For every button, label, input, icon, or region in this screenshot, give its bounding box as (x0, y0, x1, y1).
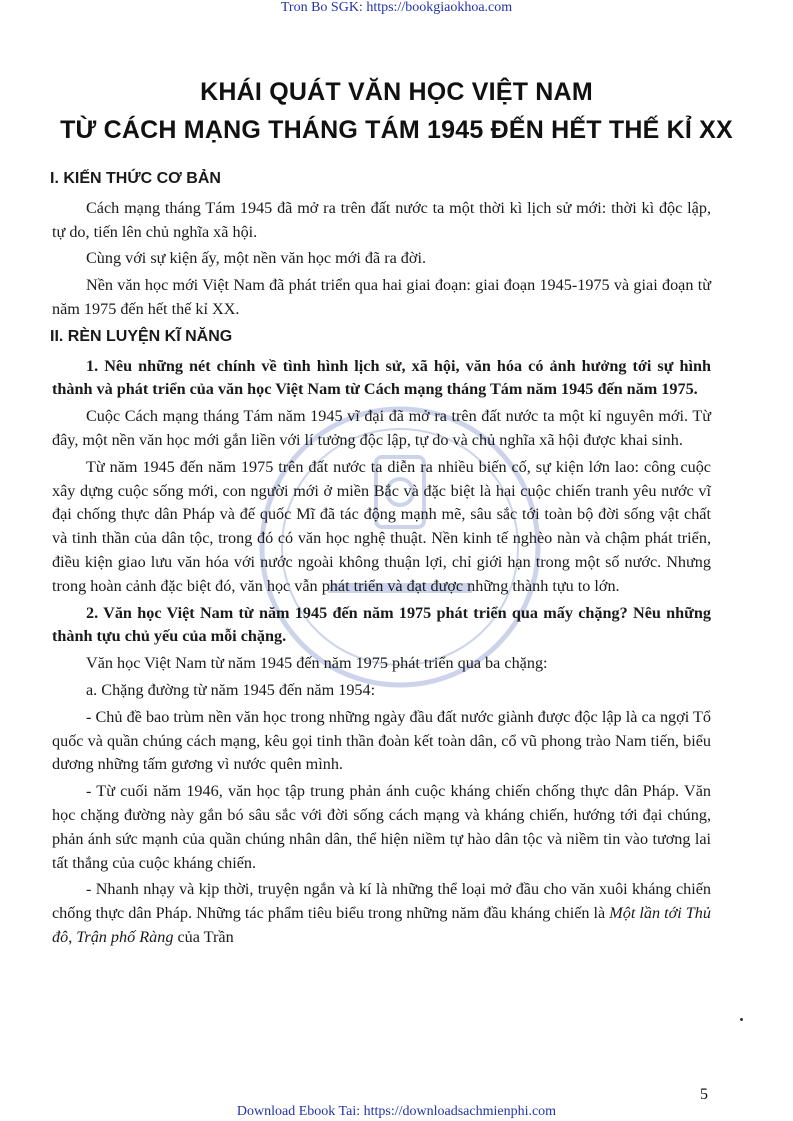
paragraph: Cách mạng tháng Tám 1945 đã mở ra trên đất nước ta một thời kì lịch sử mới: thời kì độc lập, tự do, tiến lên chủ nghĩa xã hội. (52, 198, 711, 241)
paragraph: Văn học Việt Nam từ năm 1945 đến năm 1975 phát triển qua ba chặng: (86, 654, 548, 673)
document-body (52, 165, 711, 953)
paragraph: a. Chặng đường từ năm 1945 đến năm 1954: (86, 680, 376, 699)
work-title: Trận phố Ràng (76, 927, 174, 946)
paragraph-tail: của Trần (173, 927, 234, 946)
section-heading-skills: II. RÈN LUYỆN KĨ NĂNG (50, 327, 233, 345)
paragraph: - Chủ đề bao trùm nền văn học trong những ngày đầu đất nước giành được độc lập là ca ngợi Tổ quốc và quần chúng cách mạng, kêu gọi tinh thần đoàn kết toàn dân, cổ vũ phong trào Nam tiến, biểu dương những tấm gương vì nước quên mình. (52, 707, 711, 774)
paragraph: - Từ cuối năm 1946, văn học tập trung phản ánh cuộc kháng chiến chống thực dân Pháp. Văn học chặng đường này gắn bó sâu sắc với đời sống cách mạng và kháng chiến, hướng tới đại chúng, phản ánh sức mạnh của quần chúng nhân dân, thể hiện niềm tự hào dân tộc và niềm tin vào tương lai tất thắng của cuộc kháng chiến. (52, 782, 711, 872)
paragraph-with-works (52, 878, 711, 949)
margin-mark (740, 1018, 743, 1021)
header-source-link[interactable]: Tron Bo SGK: https://bookgiaokhoa.com (280, 0, 513, 15)
page-title-line-1: KHÁI QUÁT VĂN HỌC VIỆT NAM (200, 78, 593, 106)
paragraph: Cuộc Cách mạng tháng Tám năm 1945 vĩ đại đã mở ra trên đất nước ta một kỉ nguyên mới. Từ đây, một nền văn học mới gắn liền với lí tưởng độc lập, tự do và chủ nghĩa xã hội được khai sinh. (52, 407, 711, 449)
work-title: Một lần tới Thủ đô (52, 904, 711, 946)
footer-download-link[interactable]: Download Ebook Tai: https://downloadsachmienphi.com (236, 1104, 557, 1119)
question-2: 2. Văn học Việt Nam từ năm 1945 đến năm 1975 phát triển qua mấy chặng? Nêu những thành tựu chủ yếu của mỗi chặng. (52, 603, 711, 646)
question-1: 1. Nêu những nét chính về tình hình lịch sử, xã hội, văn hóa có ảnh hưởng tới sự hình thành và phát triển của văn học Việt Nam từ Cách mạng tháng Tám năm 1945 đến năm 1975. (52, 356, 711, 399)
paragraph: Nền văn học mới Việt Nam đã phát triển qua hai giai đoạn: giai đoạn 1945-1975 và giai đoạn từ năm 1975 đến hết thế kỉ XX. (52, 276, 711, 318)
page-number: 5 (700, 1086, 708, 1103)
paragraph: Từ năm 1945 đến năm 1975 trên đất nước ta diễn ra nhiều biến cố, sự kiện lớn lao: công cuộc xây dựng cuộc sống mới, con người mới ở miền Bắc và đặc biệt là hai cuộc chiến tranh yêu nước vĩ đại chống thực dân Pháp và đế quốc Mĩ đã tác động mạnh mẽ, sâu sắc tới toàn bộ đời sống vật chất và tinh thần của dân tộc, trong đó có văn học nghệ thuật. Nền kinh tế nghèo nàn và chậm phát triển, điều kiện giao lưu văn hóa với nước ngoài không thuận lợi, chỉ giới hạn trong một số nước. Nhưng trong hoàn cảnh đặc biệt đó, văn học vẫn phát triển và đạt được những thành tựu to lớn. (52, 457, 711, 595)
separator: , (68, 927, 77, 946)
page-title-line-2: TỪ CÁCH MẠNG THÁNG TÁM 1945 ĐẾN HẾT THẾ KỈ XX (60, 116, 733, 144)
section-heading-basic-knowledge: I. KIẾN THỨC CƠ BẢN (50, 170, 221, 187)
paragraph: Cùng với sự kiện ấy, một nền văn học mới đã ra đời. (86, 249, 427, 268)
paragraph-text: - Nhanh nhạy và kịp thời, truyện ngắn và kí là những thể loại mở đầu cho văn xuôi kháng chiến chống thực dân Pháp. Những tác phẩm tiêu biểu trong những năm đầu kháng chiến là (52, 880, 711, 923)
